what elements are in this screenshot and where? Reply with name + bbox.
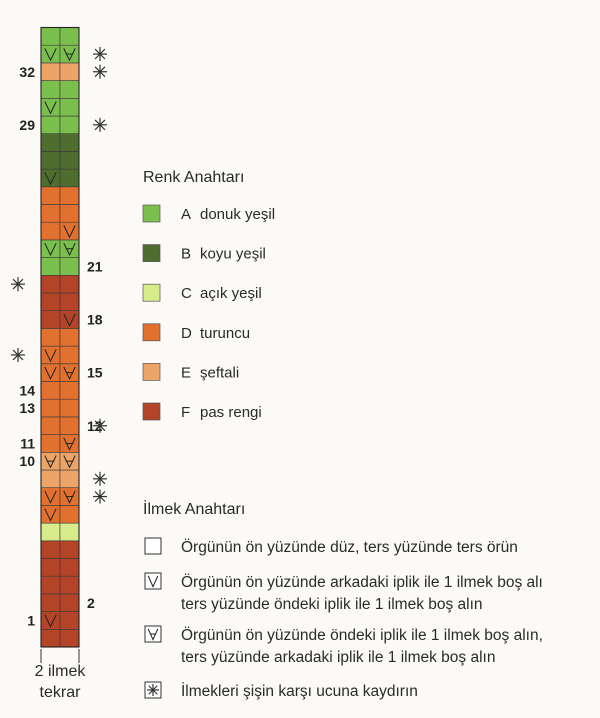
stitch-key-item <box>145 538 518 556</box>
chart-cell <box>60 399 79 417</box>
chart-cell <box>60 169 79 187</box>
chart-cell <box>41 594 60 612</box>
row-number-left: 14 <box>19 382 35 399</box>
repeat-bracket <box>35 649 87 701</box>
row-number-left: 13 <box>19 400 35 417</box>
color-name: pas rengi <box>200 404 262 421</box>
chart-cell <box>41 151 60 169</box>
color-name: koyu yeşil <box>200 245 266 263</box>
chart-cell <box>60 134 79 152</box>
asterisk-icon <box>93 118 107 132</box>
stitch-description: Örgünün ön yüzünde öndeki iplik ile 1 ilmek boş alın, <box>181 627 543 644</box>
color-name: açık yeşil <box>200 285 262 303</box>
asterisk-icon <box>93 490 107 504</box>
chart-cell <box>41 275 60 293</box>
chart-cell <box>60 258 79 276</box>
asterisk-icon <box>93 47 107 61</box>
chart-cell <box>60 275 79 293</box>
chart-cell <box>60 505 79 523</box>
chart-cell <box>60 576 79 594</box>
chart-cell <box>41 63 60 81</box>
chart-cell <box>60 293 79 311</box>
color-swatch <box>143 205 160 222</box>
color-name: donuk yeşil <box>200 206 276 223</box>
stitch-description: İlmekleri şişin karşı ucuna kaydırın <box>181 683 418 700</box>
stitch-key-title: İlmek Anahtarı <box>143 501 246 518</box>
chart-cell <box>41 187 60 205</box>
chart-cell <box>60 116 79 134</box>
color-key-item <box>143 205 275 223</box>
chart-cell <box>41 293 60 311</box>
stitch-key <box>143 499 543 700</box>
row-number-right: 15 <box>87 364 103 381</box>
row-number-left: 29 <box>19 116 35 133</box>
chart-cell <box>60 629 79 647</box>
color-key-item <box>143 403 262 421</box>
color-letter: A <box>181 206 192 223</box>
color-swatch <box>143 284 160 301</box>
chart-cell <box>60 81 79 99</box>
color-letter: F <box>181 404 191 421</box>
chart-cell <box>41 576 60 594</box>
row-number-right: 18 <box>87 311 103 328</box>
color-key-title: Renk Anahtarı <box>143 169 245 186</box>
chart-cell <box>41 399 60 417</box>
asterisk-icon <box>93 419 107 433</box>
chart-cell <box>41 559 60 577</box>
chart-cell <box>60 187 79 205</box>
chart-cell <box>60 382 79 400</box>
chart-cell <box>60 470 79 488</box>
asterisk-icon <box>147 684 159 696</box>
asterisk-icon <box>93 472 107 486</box>
color-letter: E <box>181 364 192 382</box>
color-key-item <box>143 245 266 263</box>
row-number-left: 32 <box>19 63 35 80</box>
color-letter: B <box>181 245 192 263</box>
color-swatch <box>143 363 160 380</box>
repeat-label-line2: tekrar <box>39 684 81 701</box>
stitch-key-item <box>145 573 543 613</box>
chart-cell <box>60 594 79 612</box>
stitch-description: Örgünün ön yüzünde arkadaki iplik ile 1 ilmek boş alı <box>181 574 543 591</box>
chart-cell <box>60 205 79 223</box>
repeat-label-line1: 2 ilmek <box>34 663 86 680</box>
color-name: şeftali <box>200 364 240 382</box>
color-swatch <box>143 245 160 262</box>
chart-cell <box>60 559 79 577</box>
chart-cell <box>60 63 79 81</box>
chart-cell <box>41 541 60 559</box>
color-key-item <box>143 324 250 342</box>
chart-cell <box>41 28 60 46</box>
chart-cell <box>41 382 60 400</box>
chart-cell <box>41 222 60 240</box>
color-key-item <box>143 284 262 302</box>
asterisk-icon <box>11 277 25 291</box>
row-number-left: 10 <box>19 453 35 470</box>
chart-cell <box>41 435 60 453</box>
stitch-key-item <box>145 626 543 666</box>
color-key <box>143 169 275 421</box>
row-number-right: 21 <box>87 258 103 275</box>
color-name: turuncu <box>200 324 251 342</box>
stitch-description: Örgünün ön yüzünde düz, ters yüzünde ters örün <box>181 539 518 556</box>
repeat-bracket-lines <box>41 649 79 663</box>
stitch-key-item <box>145 682 418 700</box>
row-number-left: 11 <box>20 435 35 452</box>
chart-cell <box>41 328 60 346</box>
row-number-left: 1 <box>27 612 35 629</box>
color-letter: D <box>181 324 192 342</box>
row-number-right: 2 <box>87 594 95 611</box>
chart-cell <box>41 311 60 329</box>
stitch-key-box <box>145 538 161 554</box>
asterisk-icon <box>11 348 25 362</box>
chart-cell <box>60 612 79 630</box>
stitch-description: ters yüzünde öndeki iplik ile 1 ilmek boş alın <box>181 596 483 613</box>
stitch-description: ters yüzünde arkadaki iplik ile 1 ilmek boş alın <box>181 649 496 666</box>
color-swatch <box>143 403 160 420</box>
chart-cell <box>41 116 60 134</box>
chart-cell <box>41 523 60 541</box>
chart-cell <box>41 258 60 276</box>
chart-cell <box>60 98 79 116</box>
chart-cell <box>60 28 79 46</box>
chart-cell <box>60 328 79 346</box>
chart-cell <box>41 205 60 223</box>
chart-cell <box>60 151 79 169</box>
color-key-item <box>143 363 239 381</box>
chart-cell <box>41 81 60 99</box>
asterisk-icon <box>93 65 107 79</box>
chart-cell <box>60 541 79 559</box>
chart-cell <box>41 417 60 435</box>
chart-cell <box>60 523 79 541</box>
color-swatch <box>143 324 160 341</box>
chart-cell <box>41 470 60 488</box>
color-letter: C <box>181 285 192 303</box>
chart-cell <box>41 629 60 647</box>
chart-cell <box>60 346 79 364</box>
chart-cell <box>60 417 79 435</box>
stitch-grid <box>41 28 79 648</box>
chart-cell <box>41 134 60 152</box>
row-number-right: 12 <box>87 417 103 434</box>
